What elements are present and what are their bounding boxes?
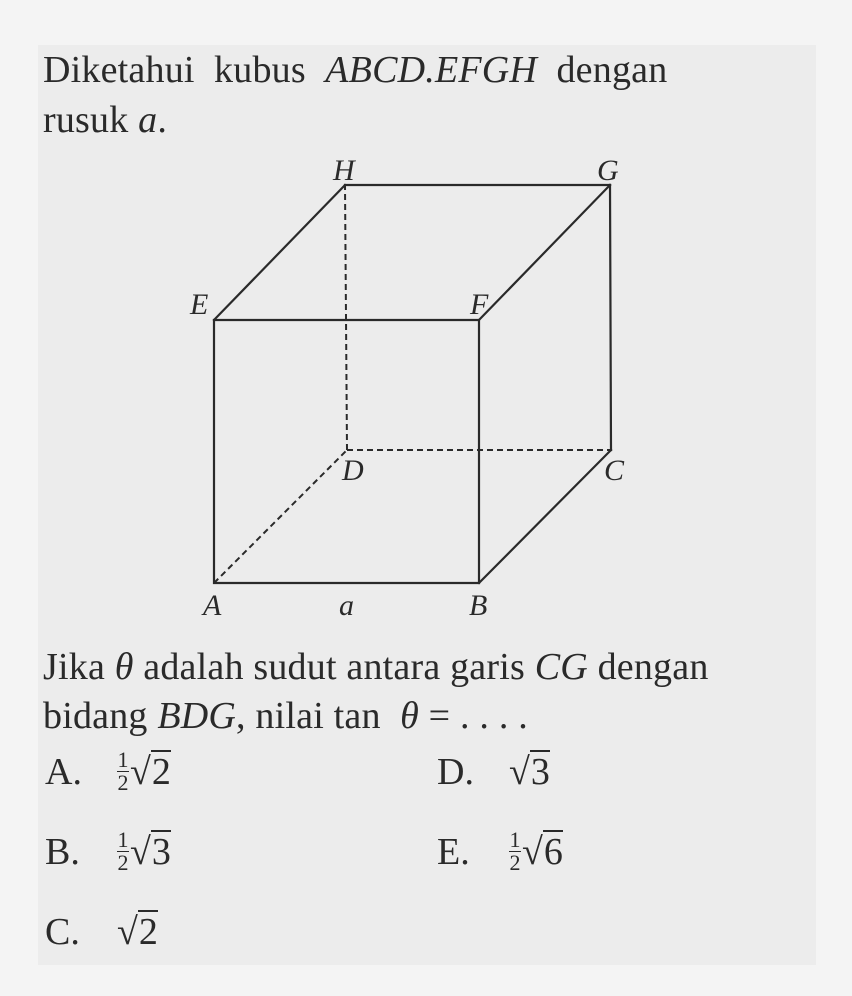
theta-symbol: θ xyxy=(114,646,134,688)
vertex-label-C: C xyxy=(604,454,625,487)
text: dengan xyxy=(537,49,668,91)
text: Jika xyxy=(43,646,115,688)
square-root: √2 xyxy=(117,911,158,953)
option-B[interactable] xyxy=(45,826,171,877)
option-letter: E. xyxy=(437,831,470,873)
edge-variable: a xyxy=(138,99,158,141)
hidden-edge-AD xyxy=(214,450,347,583)
option-letter: A. xyxy=(45,751,82,793)
vertex-label-H: H xyxy=(333,154,355,187)
theta-symbol: θ xyxy=(400,695,419,737)
option-letter: C. xyxy=(45,911,80,953)
square-root: √3 xyxy=(130,831,171,873)
text: adalah sudut antara garis xyxy=(133,646,535,688)
question-line-2 xyxy=(43,694,528,738)
fraction: $\frac{1}{2}$ xyxy=(117,826,129,875)
text: bidang xyxy=(43,695,158,737)
vertex-label-E: E xyxy=(190,288,209,321)
edge-GC xyxy=(610,185,611,450)
vertex-label-F: F xyxy=(470,288,489,321)
question-line-1 xyxy=(43,645,709,689)
line-name: CG xyxy=(534,646,588,688)
text: . xyxy=(157,99,168,141)
cube-name: ABCD.EFGH xyxy=(325,49,538,91)
hidden-edge-DH xyxy=(345,185,347,450)
option-letter: B. xyxy=(45,831,80,873)
fraction: $\frac{1}{2}$ xyxy=(509,826,521,875)
text: rusuk xyxy=(43,99,139,141)
square-root: √3 xyxy=(509,751,550,793)
vertex-label-D: D xyxy=(342,454,364,487)
vertex-label-A: A xyxy=(203,589,222,622)
option-E[interactable] xyxy=(437,826,563,877)
square-root: √6 xyxy=(522,831,563,873)
square-root: √2 xyxy=(130,751,171,793)
vertex-label-B: B xyxy=(469,589,488,622)
option-A[interactable] xyxy=(45,746,171,797)
edge-CB xyxy=(479,450,611,583)
fraction: $\frac{1}{2}$ xyxy=(117,746,129,795)
edge-length-label: a xyxy=(339,589,354,622)
vertex-label-G: G xyxy=(597,154,619,187)
text: , nilai tan xyxy=(236,695,401,737)
edge-GF xyxy=(479,185,610,320)
option-D[interactable] xyxy=(437,750,550,794)
text: dengan xyxy=(587,646,709,688)
text: = . . . . xyxy=(418,695,528,737)
text: Diketahui kubus xyxy=(43,49,326,91)
plane-name: BDG xyxy=(157,695,237,737)
option-C[interactable] xyxy=(45,910,158,954)
option-letter: D. xyxy=(437,751,474,793)
edge-EH xyxy=(214,185,345,320)
